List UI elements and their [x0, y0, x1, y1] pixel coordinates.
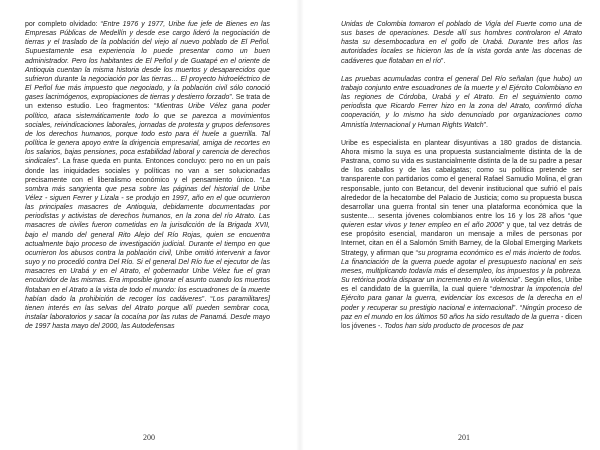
text-run: ”. La frase queda en punta. Entonces concluyo: pero no en un país donde las iniquidades sociales y políticas no van a ser solucionadas precisamente con el liberalismo económico y el pensamiento único. “: [25, 158, 270, 184]
right-page-number: 201: [458, 433, 470, 442]
paragraph: [341, 75, 582, 130]
italic-quote-run: Mientras Uribe Vélez gana poder político, ataca sistemáticamente todo lo que se parezca a movimientos sociales, reivindicaciones laborales, jornadas de protesta y grupos defensores de los derechos humanos, porque todo esto para él huele a guerrilla. Tal política le genera apoyo entre la dirigencia empresarial, amiga de recortes en los salarios, bajas pensiones, poca estabilidad laboral y carencia de derechos sindicales: [25, 103, 270, 166]
italic-quote-run: Las pruebas acumuladas contra el general Del Río señalan (que hubo) un trabajo conjunto entre escuadrones de la muerte y el Ejército Colombiano en las regiones de Córdoba, Urabá y el Atrato. En el seguimiento como periodista que Ricardo Ferrer hizo en la zona del Atrato, confirmó dicha cooperación, y lo mismo ha sido denunciado por organizaciones como Amnistía Internacional y Human Rights Watch: [341, 75, 582, 129]
right-page-text: [341, 20, 582, 331]
text-run: ”.: [441, 57, 446, 65]
paragraph: [341, 20, 582, 66]
italic-quote-run: Unidas de Colombia tomaron el poblado de Vigía del Fuerte como una de sus bases de operaciones. Desde allí sus hombres controlaron el Atrato hasta su desembocadura en el golfo de Urabá. Durante tres años las autoridades locales se hicieron las de la vista gorda ante las docenas de cadáveres que flotaban en el río: [341, 21, 582, 65]
left-page-number: 200: [143, 433, 155, 442]
paragraph: [25, 20, 270, 331]
text-run: ”. “: [513, 304, 523, 312]
text-run: por completo olvidado: “: [25, 21, 103, 28]
italic-quote-run: ] tienen interés en las selvas del Atrato porque allí pueden sembrar coca, instalar laboratorios y sacar la cocaína por las rutas de Panamá. Desde mayo de 1997 hasta mayo del 2000, las Autodefensas: [25, 295, 270, 331]
right-page: [300, 0, 600, 450]
text-run: ” y que, tal vez detrás de ese propósito esencial, mandaron un mensaje a miles de personas por Internet, citan en él a Salomón Smith Barney, de la Global Emerging Markets Strategy, y afirman que “: [341, 222, 583, 257]
italic-quote-run: Entre 1976 y 1977, Uribe fue jefe de Bienes en las Empresas Públicas de Medellín y desde ese cargo lideró la negociación de tierras y el traslado de la población del viejo al nuevo poblado de El Peñol. Supuestamente esa experiencia lo puede presentar como un buen administrador. Pero los habitantes de El Peñol y de Guatapé en el oriente de Antioquia cuentan la misma historia desde los muertos y desaparecidos que sufrieron durante la negociación por las tierras… El proyecto hidroeléctrico de El Peñol fue más impuesto que negociado, y la población civil sólo conoció gases lacrimógenos, expropiaciones de tierras y destierro forzado: [25, 21, 270, 102]
italic-quote-run: - siguen Ferrer y Lizala - se produjo en 1997, año en el que ocurrieron las principales masacres de Antioquia, debidamente documentadas por periodistas y activistas de derechos humanos, en la zona del río Atrato. Las masacres de civiles fueron cometidas en la jurisdicción de la Brigada XVII, bajo el mando del general Rito Alejo del Río Rojas, quien se encuentra actualmente bajo proceso de investigación judicial. Durante el tiempo en que ocurrieron los abusos contra la población civil, Uribe omitió intervenir a favor suyo y no procedió contra Del Río. Si el general Del Río fue el ejecutor de las masacres en Urabá y en el Atrato, el gobernador Uribe Vélez fue el gran encubridor de las mismas. Era imposible ignorar el asunto cuando los muertos flotaban en el Atrato a la vista de todo el mundo: los escuadrones de la muerte habían dado la prohibición de recoger los cadáveres: [25, 194, 270, 303]
left-page-text: [25, 20, 270, 331]
italic-quote-run: Todos han sido producto de procesos de paz: [384, 322, 524, 330]
text-run: ”. “: [202, 295, 213, 303]
text-run: - dicen los jóvenes -.: [341, 313, 582, 330]
italic-quote-run: su programa económico es el más incierto de todos. La financiación de la guerra puede agotar el presupuesto nacional en seis meses, multiplicando todavía más el desempleo, los impuestos y la pobreza. Su retórica podría disparar un incremento en la violencia: [341, 249, 582, 285]
italic-quote-run: La sombra más sangrienta que pesa sobre las páginas del historial de Uribe Vélez: [25, 176, 270, 202]
paragraph: [341, 139, 582, 331]
text-run: Uribe es especialista en plantear disyuntivas a 180 grados de distancia. Ahora mismo la suya es una propuesta sustancialmente distinta de la de Pastrana, como su vida es sustancialmente distinta de la de su padre a pesar de los caballos y de las cabalgatas; como su política pretende ser transparente con partidarios como el general Rafael Samudio Molina, el gran responsable, junto con Betancur, del devenir institucional que sufrió el país alrededor de la hecatombe del Palacio de Justicia; como su propuesta busca desarrollar una guerra frontal sin tener una plataforma económica que la sustente… sesenta jóvenes colombianos entre los 16 y los 28 años “: [341, 139, 582, 220]
italic-quote-run: Ningún proceso de paz en el mundo en los últimos 50 años ha sido resultado de la guerra: [341, 304, 582, 321]
text-run: ”. Según ellos, Uribe es el candidato de la guerrilla, la cual quiere “: [341, 277, 582, 294]
italic-quote-run: que quieren estar vivos y tener empleo en el año 2006: [341, 212, 582, 230]
text-run: ”.: [483, 121, 488, 129]
italic-quote-run: demostrar la impotencia del Ejército para ganar la guerra, evidenciar los excesos de la derecha en el poder y recuperar su prestigio nacional e internacional: [341, 286, 582, 312]
italic-quote-run: Los paramilitares: [212, 295, 269, 303]
text-run: ”. Se trata de un extenso estudio. Leo fragmentos: “: [25, 94, 270, 111]
